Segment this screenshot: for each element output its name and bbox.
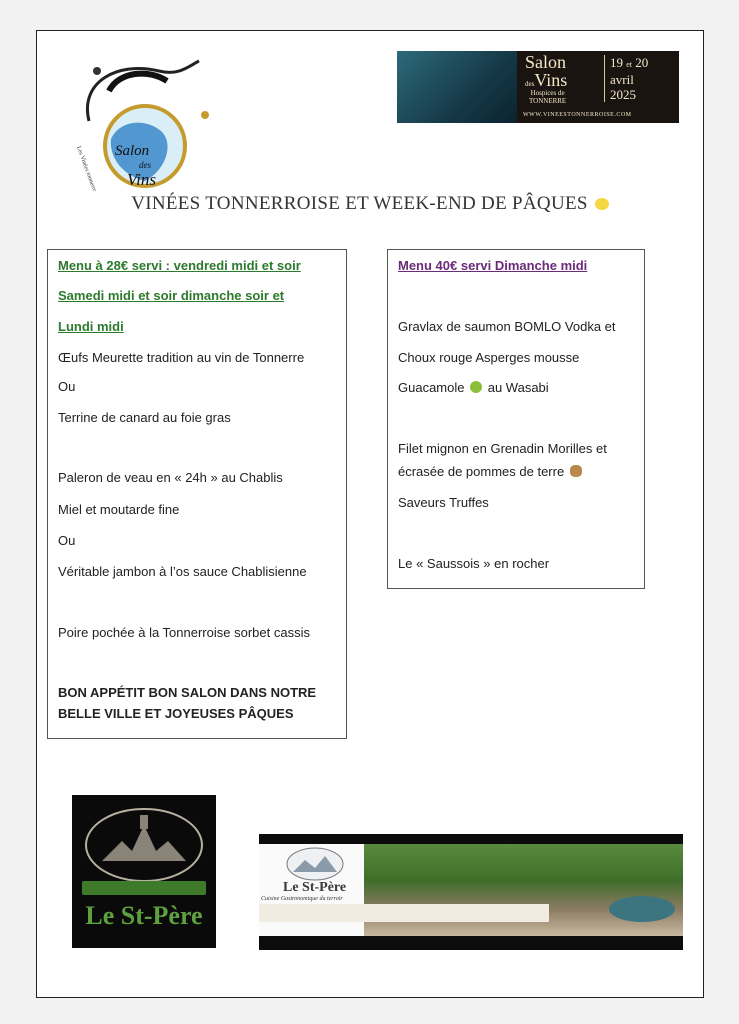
mini-logo-name: Le St-Père bbox=[283, 880, 347, 895]
closing-line: BON APPÉTIT BON SALON DANS NOTRE bbox=[58, 685, 317, 700]
menu-item: Terrine de canard au foie gras bbox=[58, 410, 231, 425]
menu-item: écrasée de pommes de terre bbox=[398, 464, 584, 479]
menu-28-box bbox=[47, 249, 347, 739]
logo-name: Le St-Père bbox=[85, 901, 203, 930]
menu-40-heading: Menu 40€ servi Dimanche midi bbox=[398, 258, 588, 273]
mini-logo-tagline: Cuisine Gastronomique du terroir bbox=[261, 896, 343, 902]
menu-item: Ou bbox=[58, 533, 76, 548]
pool-shape bbox=[609, 896, 675, 922]
restaurant-photo-banner bbox=[259, 834, 683, 950]
banner-url: WWW.VINEESTONNERROISE.COM bbox=[523, 112, 632, 118]
salon-banner bbox=[397, 51, 679, 123]
potato-icon bbox=[570, 465, 582, 477]
menu-28-heading-line: Samedi midi et soir dimanche soir et bbox=[58, 288, 285, 303]
banner-hospices: Hospices de TONNERRE bbox=[529, 89, 567, 105]
menu-40-box bbox=[387, 249, 645, 589]
menu-item: Gravlax de saumon BOMLO Vodka et bbox=[398, 319, 616, 334]
logo-arc-text: Les Vinées tonnerroises bbox=[75, 145, 101, 191]
salon-des-vins-logo bbox=[49, 51, 219, 191]
menu-item: Filet mignon en Grenadin Morilles et bbox=[398, 441, 607, 456]
avocado-icon bbox=[470, 381, 482, 393]
banner-dragon-image bbox=[397, 51, 517, 123]
photo-banner-bar bbox=[259, 904, 549, 922]
menu-item: Ou bbox=[58, 379, 76, 394]
le-st-pere-logo bbox=[72, 795, 216, 948]
logo-ribbon bbox=[82, 881, 206, 895]
page-title: VINÉES TONNERROISE ET WEEK-END DE PÂQUES bbox=[37, 193, 705, 215]
menu-item: Choux rouge Asperges mousse bbox=[398, 350, 580, 365]
banner-dates: 19 et 20 avril 2025 bbox=[604, 55, 648, 102]
logo-des-text: des bbox=[139, 160, 151, 170]
menu-item: Miel et moutarde fine bbox=[58, 502, 180, 517]
logo-vins-text: Vins bbox=[127, 170, 156, 189]
chick-icon bbox=[595, 198, 609, 210]
menu-item: Poire pochée à la Tonnerroise sorbet cassis bbox=[58, 625, 310, 640]
menu-item: Le « Saussois » en rocher bbox=[398, 556, 550, 571]
menu-item: Véritable jambon à l’os sauce Chablisienne bbox=[58, 564, 307, 579]
menu-item: Paleron de veau en « 24h » au Chablis bbox=[58, 470, 283, 485]
restaurant-terrace-photo bbox=[364, 844, 683, 936]
menu-28-heading-line: Menu à 28€ servi : vendredi midi et soir bbox=[58, 258, 301, 273]
menu-item: Saveurs Truffes bbox=[398, 495, 489, 510]
menu-item: Œufs Meurette tradition au vin de Tonnerre bbox=[58, 350, 305, 365]
logo-salon-text: Salon bbox=[115, 143, 150, 159]
menu-page bbox=[36, 30, 704, 998]
closing-line: BELLE VILLE ET JOYEUSES PÂQUES bbox=[58, 706, 294, 721]
menu-item: Guacamole au Wasabi bbox=[398, 380, 549, 395]
banner-salon-title: Salon desVins bbox=[525, 52, 568, 90]
menu-28-heading-line: Lundi midi bbox=[58, 319, 124, 334]
mini-logo-icon bbox=[285, 846, 345, 882]
